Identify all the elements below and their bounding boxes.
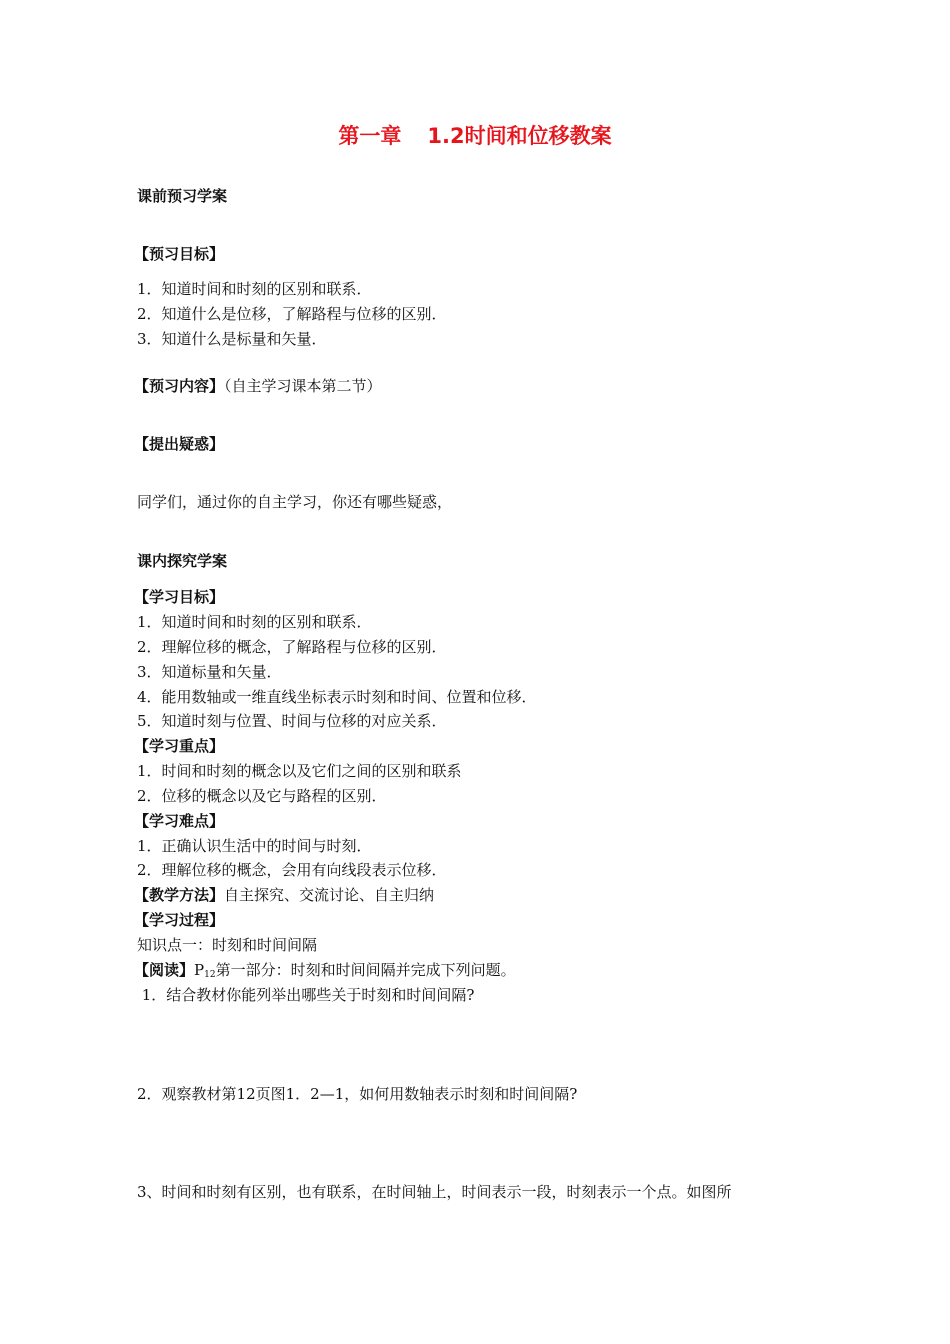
difficult-point-item: 1．正确认识生活中的时间与时刻． [137,837,372,855]
question-item: 3、时间和时刻有区别，也有联系，在时间轴上，时间表示一段，时刻表示一个点。如图所 [137,1183,732,1201]
key-points-heading: 【学习重点】 [134,737,225,755]
question-item: 2．观察教材第12页图1．2—1，如何用数轴表示时刻和时间间隔? [137,1085,578,1103]
learning-goal-item: 2．理解位移的概念，了解路程与位移的区别． [137,638,447,656]
reading-page: P [194,961,205,979]
preview-goals-heading: 【预习目标】 [134,245,225,263]
doubts-heading: 【提出疑惑】 [134,435,225,453]
preview-content-heading: 【预习内容】 [134,377,225,395]
page-title [0,122,950,150]
difficult-point-item: 2．理解位移的概念，会用有向线段表示位移． [137,861,447,879]
reading-label: 【阅读】 [134,961,195,979]
reading-page-number: 12 [204,970,216,980]
preview-goal-item: 1．知道时间和时刻的区别和联系． [137,280,372,298]
chapter-label: 第一章 [338,124,402,148]
learning-goal-item: 1．知道时间和时刻的区别和联系． [137,613,372,631]
reading-text: 第一部分：时刻和时间间隔并完成下列问题。 [215,961,516,979]
learning-goals-heading: 【学习目标】 [134,588,225,606]
knowledge-point: 知识点一：时刻和时间间隔 [137,936,318,954]
learning-process-heading: 【学习过程】 [134,911,225,929]
key-point-item: 2．位移的概念以及它与路程的区别． [137,787,387,805]
pre-class-heading: 课前预习学案 [137,187,228,205]
key-point-item: 1．时间和时刻的概念以及它们之间的区别和联系 [137,762,462,780]
preview-content-note: （自主学习课本第二节） [224,377,382,395]
in-class-heading: 课内探究学案 [137,552,228,570]
teaching-method-heading: 【教学方法】 [134,886,225,904]
preview-goal-item: 2．知道什么是位移，了解路程与位移的区别． [137,305,447,323]
learning-goal-item: 3．知道标量和矢量． [137,663,282,681]
learning-goal-item: 5．知道时刻与位置、时间与位移的对应关系． [137,712,447,730]
question-item: 1．结合教材你能列举出哪些关于时刻和时间间隔? [137,986,475,1004]
doubts-prompt: 同学们，通过你的自主学习，你还有哪些疑惑， [137,493,453,511]
preview-content-line [134,376,382,396]
preview-goal-item: 3．知道什么是标量和矢量． [137,330,327,348]
teaching-method-text: 自主探究、交流讨论、自主归纳 [224,886,435,904]
lesson-title: 1.2时间和位移教案 [427,124,612,148]
difficult-points-heading: 【学习难点】 [134,812,225,830]
teaching-method-line [134,885,434,905]
reading-line [134,960,516,985]
learning-goal-item: 4．能用数轴或一维直线坐标表示时刻和时间、位置和位移． [137,688,537,706]
